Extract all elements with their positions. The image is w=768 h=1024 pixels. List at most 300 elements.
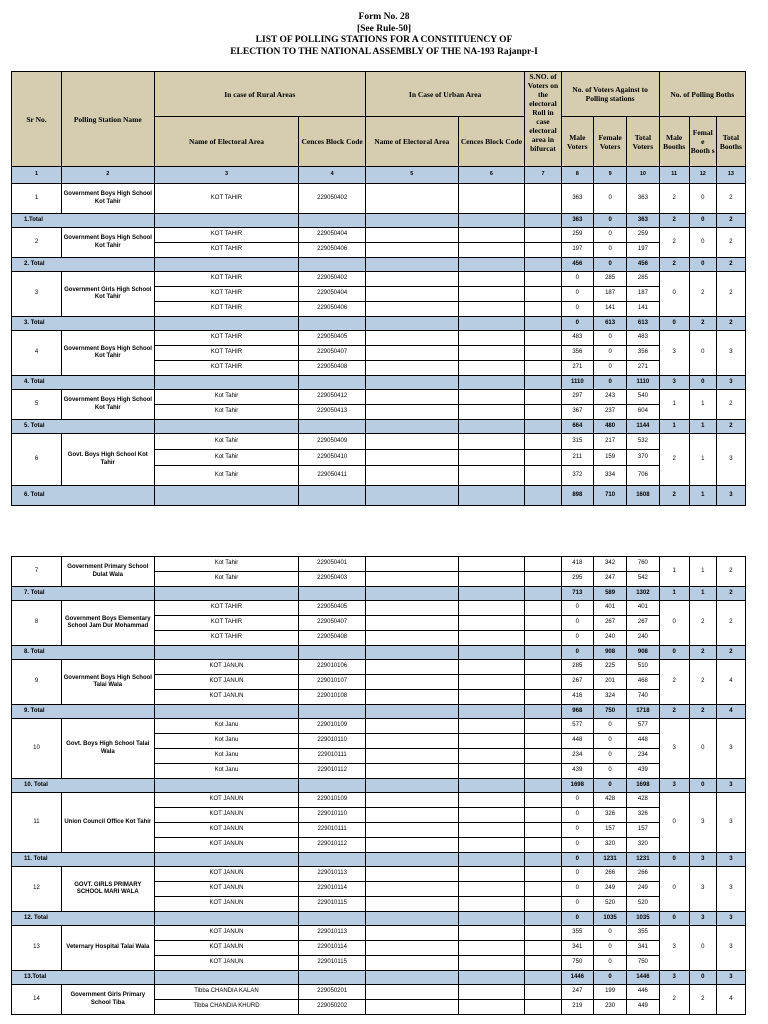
female-voters-cell: 334: [593, 466, 626, 486]
total-voters-cell: 355: [627, 926, 659, 941]
rural-area-name-cell: KOT TAHIR: [154, 361, 299, 376]
col-polling-station-name: Polling Station Name: [61, 72, 154, 167]
col-urban-area-name: Name of Electoral Area: [365, 117, 458, 167]
total-empty-cell: [154, 971, 299, 985]
total-empty-cell: [458, 486, 525, 506]
total-empty-cell: [525, 486, 561, 506]
total-empty-cell: [525, 258, 561, 272]
sno-electoral-roll-cell: [525, 838, 561, 853]
female-voters-cell: 237: [593, 405, 626, 420]
male-voters-cell: 271: [561, 361, 593, 376]
rural-block-code-cell: 229010115: [299, 956, 366, 971]
urban-block-code-cell: [458, 1000, 525, 1015]
total-booths-cell: 3: [716, 853, 745, 867]
female-voters-cell: 247: [593, 572, 626, 587]
total-empty-cell: [365, 486, 458, 506]
female-voters-cell: 342: [593, 557, 626, 572]
urban-block-code-cell: [458, 601, 525, 616]
total-booths-cell: 3: [716, 779, 745, 793]
rural-block-code-cell: 229010111: [299, 749, 366, 764]
female-booths-cell: 0: [689, 719, 716, 779]
urban-area-name-cell: [365, 434, 458, 450]
total-voters-cell: 483: [627, 331, 659, 346]
polling-station-name-cell: Government Boys High School Kot Tahir: [61, 331, 154, 376]
male-voters-cell: 0: [561, 272, 593, 287]
rural-block-code-cell: 229010108: [299, 690, 366, 705]
col-male-voters: Male Voters: [561, 117, 593, 167]
male-voters-cell: 297: [561, 390, 593, 405]
female-voters-cell: 0: [593, 734, 626, 749]
total-empty-cell: [458, 420, 525, 434]
female-booths-cell: 1: [689, 390, 716, 420]
total-empty-cell: [458, 258, 525, 272]
column-index-cell: 8: [561, 167, 593, 184]
total-empty-cell: [365, 214, 458, 228]
total-empty-cell: [365, 587, 458, 601]
column-index-cell: 2: [61, 167, 154, 184]
total-voters-cell: 760: [627, 557, 659, 572]
total-empty-cell: [458, 587, 525, 601]
polling-station-name-cell: Government Boys High School Kot Tahir: [61, 184, 154, 214]
urban-block-code-cell: [458, 926, 525, 941]
male-voters-cell: 0: [561, 867, 593, 882]
total-empty-cell: [154, 705, 299, 719]
sno-electoral-roll-cell: [525, 405, 561, 420]
sno-electoral-roll-cell: [525, 793, 561, 808]
rural-area-name-cell: KOT TAHIR: [154, 346, 299, 361]
urban-area-name-cell: [365, 346, 458, 361]
polling-station-name-cell: Government Girls Primary School Tiba: [61, 985, 154, 1015]
male-voters-cell: 259: [561, 228, 593, 243]
total-voters-cell: 249: [627, 882, 659, 897]
column-index-cell: 1: [12, 167, 62, 184]
sno-electoral-roll-cell: [525, 734, 561, 749]
total-female-voters-cell: 0: [593, 214, 626, 228]
polling-station-name-cell: GOVT. GIRLS PRIMARY SCHOOL MARI WALA: [61, 867, 154, 912]
female-voters-cell: 0: [593, 228, 626, 243]
total-male-voters-cell: 968: [561, 705, 593, 719]
total-label-cell: 8. Total: [12, 646, 155, 660]
female-booths-cell: 0: [689, 331, 716, 376]
total-row: [12, 779, 746, 793]
urban-block-code-cell: [458, 631, 525, 646]
column-index-cell: 3: [154, 167, 299, 184]
male-voters-cell: 341: [561, 941, 593, 956]
total-voters-cell: 326: [627, 808, 659, 823]
total-voters-cell: 510: [627, 660, 659, 675]
sno-electoral-roll-cell: [525, 601, 561, 616]
urban-area-name-cell: [365, 287, 458, 302]
col-female-voters: Female Voters: [593, 117, 626, 167]
rural-area-name-cell: KOT JANUN: [154, 838, 299, 853]
table-row: [12, 660, 746, 675]
female-voters-cell: 0: [593, 331, 626, 346]
female-voters-cell: 520: [593, 897, 626, 912]
rural-area-name-cell: Kot Janu: [154, 749, 299, 764]
urban-block-code-cell: [458, 690, 525, 705]
total-male-voters-cell: 664: [561, 420, 593, 434]
urban-block-code-cell: [458, 572, 525, 587]
female-booths-cell: 3: [689, 793, 716, 853]
total-empty-cell: [458, 705, 525, 719]
table-row: [12, 926, 746, 941]
female-voters-cell: 428: [593, 793, 626, 808]
total-voters-cell: 1231: [627, 853, 659, 867]
total-female-voters-cell: 0: [593, 258, 626, 272]
male-voters-cell: 197: [561, 243, 593, 258]
total-male-booths-cell: 0: [659, 317, 689, 331]
total-label-cell: 7. Total: [12, 587, 155, 601]
male-voters-cell: 750: [561, 956, 593, 971]
rural-area-name-cell: KOT JANUN: [154, 690, 299, 705]
female-voters-cell: 217: [593, 434, 626, 450]
male-voters-cell: 0: [561, 897, 593, 912]
urban-area-name-cell: [365, 675, 458, 690]
urban-block-code-cell: [458, 956, 525, 971]
total-voters-cell: 1144: [627, 420, 659, 434]
total-voters-cell: 1718: [627, 705, 659, 719]
urban-area-name-cell: [365, 749, 458, 764]
total-voters-cell: 267: [627, 616, 659, 631]
column-index-cell: 13: [716, 167, 745, 184]
urban-area-name-cell: [365, 985, 458, 1000]
sno-electoral-roll-cell: [525, 272, 561, 287]
total-voters-cell: 266: [627, 867, 659, 882]
rural-block-code-cell: 229010114: [299, 882, 366, 897]
female-voters-cell: 326: [593, 808, 626, 823]
rural-area-name-cell: Kot Tahir: [154, 434, 299, 450]
female-voters-cell: 401: [593, 601, 626, 616]
total-empty-cell: [525, 705, 561, 719]
rural-area-name-cell: KOT JANUN: [154, 897, 299, 912]
total-male-booths-cell: 0: [659, 853, 689, 867]
polling-stations-table-part-2: [11, 556, 746, 1015]
urban-block-code-cell: [458, 287, 525, 302]
total-row: [12, 587, 746, 601]
female-booths-cell: 2: [689, 660, 716, 705]
total-female-voters-cell: 750: [593, 705, 626, 719]
rural-area-name-cell: Kot Tahir: [154, 557, 299, 572]
rural-block-code-cell: 229010113: [299, 926, 366, 941]
total-female-voters-cell: 0: [593, 779, 626, 793]
sr-no-cell: 8: [12, 601, 62, 646]
total-empty-cell: [458, 317, 525, 331]
female-voters-cell: 267: [593, 616, 626, 631]
urban-block-code-cell: [458, 405, 525, 420]
total-empty-cell: [525, 317, 561, 331]
urban-area-name-cell: [365, 361, 458, 376]
rural-block-code-cell: 229050407: [299, 616, 366, 631]
sno-electoral-roll-cell: [525, 228, 561, 243]
urban-block-code-cell: [458, 734, 525, 749]
urban-area-name-cell: [365, 302, 458, 317]
male-voters-cell: 295: [561, 572, 593, 587]
total-empty-cell: [299, 779, 366, 793]
sno-electoral-roll-cell: [525, 302, 561, 317]
total-voters-cell: 1035: [627, 912, 659, 926]
total-label-cell: 4. Total: [12, 376, 155, 390]
total-booths-cell: 4: [716, 705, 745, 719]
total-voters-cell: 240: [627, 631, 659, 646]
urban-area-name-cell: [365, 941, 458, 956]
rural-area-name-cell: KOT JANUN: [154, 867, 299, 882]
total-booths-cell: 2: [716, 228, 745, 258]
male-voters-cell: 0: [561, 302, 593, 317]
total-female-booths-cell: 0: [689, 258, 716, 272]
rural-block-code-cell: 229050409: [299, 434, 366, 450]
sr-no-cell: 4: [12, 331, 62, 376]
male-booths-cell: 0: [659, 793, 689, 853]
urban-area-name-cell: [365, 719, 458, 734]
total-empty-cell: [299, 971, 366, 985]
total-female-booths-cell: 2: [689, 646, 716, 660]
male-voters-cell: 211: [561, 450, 593, 466]
total-voters-cell: 446: [627, 985, 659, 1000]
sno-electoral-roll-cell: [525, 675, 561, 690]
total-booths-cell: 3: [716, 912, 745, 926]
total-male-booths-cell: 1: [659, 420, 689, 434]
urban-block-code-cell: [458, 557, 525, 572]
total-empty-cell: [365, 258, 458, 272]
female-voters-cell: 0: [593, 243, 626, 258]
sno-electoral-roll-cell: [525, 572, 561, 587]
polling-station-name-cell: Government Boys High School Talai Wala: [61, 660, 154, 705]
urban-area-name-cell: [365, 331, 458, 346]
male-booths-cell: 0: [659, 601, 689, 646]
female-booths-cell: 1: [689, 557, 716, 587]
total-male-voters-cell: 1698: [561, 779, 593, 793]
urban-block-code-cell: [458, 867, 525, 882]
total-booths-cell: 2: [716, 214, 745, 228]
col-rural-area-name: Name of Electoral Area: [154, 117, 299, 167]
total-row: [12, 317, 746, 331]
total-female-booths-cell: 0: [689, 779, 716, 793]
male-booths-cell: 0: [659, 867, 689, 912]
polling-station-name-cell: Union Council Office Kot Tahir: [61, 793, 154, 853]
total-booths-cell: 3: [716, 971, 745, 985]
sno-electoral-roll-cell: [525, 616, 561, 631]
female-voters-cell: 0: [593, 764, 626, 779]
total-empty-cell: [458, 853, 525, 867]
total-empty-cell: [299, 258, 366, 272]
total-female-voters-cell: 589: [593, 587, 626, 601]
form-header: [0, 12, 768, 58]
sno-electoral-roll-cell: [525, 808, 561, 823]
male-voters-cell: 0: [561, 808, 593, 823]
total-voters-cell: 1698: [627, 779, 659, 793]
urban-block-code-cell: [458, 228, 525, 243]
male-booths-cell: 3: [659, 719, 689, 779]
urban-area-name-cell: [365, 557, 458, 572]
total-row: [12, 646, 746, 660]
document-title-line-1: LIST OF POLLING STATIONS FOR A CONSTITUENCY OF: [255, 35, 513, 45]
total-row: [12, 420, 746, 434]
table-row: [12, 184, 746, 214]
total-row: [12, 912, 746, 926]
total-empty-cell: [154, 587, 299, 601]
urban-area-name-cell: [365, 690, 458, 705]
total-voters-cell: 370: [627, 450, 659, 466]
rural-block-code-cell: 229010109: [299, 793, 366, 808]
sno-electoral-roll-cell: [525, 956, 561, 971]
polling-stations-table-part-1: [11, 71, 746, 506]
total-empty-cell: [299, 486, 366, 506]
polling-station-name-cell: Government Boys High School Kot Tahir: [61, 390, 154, 420]
total-empty-cell: [365, 912, 458, 926]
rural-block-code-cell: 229050202: [299, 1000, 366, 1015]
total-female-booths-cell: 0: [689, 971, 716, 985]
rule-reference: [See Rule-50]: [356, 23, 412, 34]
urban-area-name-cell: [365, 272, 458, 287]
total-empty-cell: [154, 853, 299, 867]
sr-no-cell: 2: [12, 228, 62, 258]
total-row: [12, 705, 746, 719]
total-empty-cell: [365, 853, 458, 867]
urban-area-name-cell: [365, 450, 458, 466]
female-voters-cell: 0: [593, 361, 626, 376]
male-voters-cell: 0: [561, 823, 593, 838]
total-voters-cell: 187: [627, 287, 659, 302]
female-voters-cell: 199: [593, 985, 626, 1000]
rural-block-code-cell: 229050402: [299, 184, 366, 214]
urban-block-code-cell: [458, 302, 525, 317]
total-empty-cell: [458, 779, 525, 793]
table-row: [12, 719, 746, 734]
total-row: [12, 971, 746, 985]
male-voters-cell: 234: [561, 749, 593, 764]
female-voters-cell: 0: [593, 749, 626, 764]
total-voters-cell: 540: [627, 390, 659, 405]
total-empty-cell: [154, 486, 299, 506]
total-booths-cell: 4: [716, 985, 745, 1015]
total-row: [12, 258, 746, 272]
total-booths-cell: 2: [716, 420, 745, 434]
rural-area-name-cell: Kot Tahir: [154, 466, 299, 486]
column-index-cell: 6: [458, 167, 525, 184]
female-voters-cell: 285: [593, 272, 626, 287]
total-empty-cell: [154, 779, 299, 793]
male-booths-cell: 2: [659, 660, 689, 705]
sno-electoral-roll-cell: [525, 557, 561, 572]
urban-area-name-cell: [365, 823, 458, 838]
total-voters-cell: 157: [627, 823, 659, 838]
total-female-voters-cell: 710: [593, 486, 626, 506]
total-empty-cell: [154, 258, 299, 272]
total-empty-cell: [299, 214, 366, 228]
total-row: [12, 486, 746, 506]
male-voters-cell: 0: [561, 287, 593, 302]
male-booths-cell: 3: [659, 926, 689, 971]
male-voters-cell: 577: [561, 719, 593, 734]
sno-electoral-roll-cell: [525, 184, 561, 214]
total-male-voters-cell: 0: [561, 646, 593, 660]
urban-block-code-cell: [458, 764, 525, 779]
table-row: [12, 434, 746, 450]
total-male-booths-cell: 0: [659, 912, 689, 926]
total-booths-cell: 3: [716, 376, 745, 390]
total-empty-cell: [299, 705, 366, 719]
sr-no-cell: 12: [12, 867, 62, 912]
rural-block-code-cell: 229050407: [299, 346, 366, 361]
urban-area-name-cell: [365, 793, 458, 808]
rural-block-code-cell: 229050413: [299, 405, 366, 420]
male-booths-cell: 0: [659, 272, 689, 317]
total-booths-cell: 3: [716, 434, 745, 486]
rural-area-name-cell: KOT TAHIR: [154, 287, 299, 302]
total-empty-cell: [365, 779, 458, 793]
form-number: Form No. 28: [358, 12, 410, 22]
rural-area-name-cell: KOT JANUN: [154, 675, 299, 690]
total-female-voters-cell: 480: [593, 420, 626, 434]
male-voters-cell: 363: [561, 184, 593, 214]
col-group-voters: No. of Voters Against to Polling stations: [561, 72, 659, 117]
total-male-booths-cell: 2: [659, 486, 689, 506]
total-empty-cell: [154, 376, 299, 390]
urban-block-code-cell: [458, 450, 525, 466]
total-male-booths-cell: 3: [659, 779, 689, 793]
total-male-booths-cell: 2: [659, 258, 689, 272]
col-total-booths: Total Booths: [716, 117, 745, 167]
total-male-voters-cell: 0: [561, 317, 593, 331]
rural-area-name-cell: KOT JANUN: [154, 882, 299, 897]
rural-block-code-cell: 229010112: [299, 838, 366, 853]
rural-area-name-cell: KOT TAHIR: [154, 228, 299, 243]
sno-electoral-roll-cell: [525, 361, 561, 376]
total-row: [12, 376, 746, 390]
female-voters-cell: 320: [593, 838, 626, 853]
urban-block-code-cell: [458, 675, 525, 690]
col-group-rural: In case of Rural Areas: [154, 72, 365, 117]
sr-no-cell: 6: [12, 434, 62, 486]
polling-station-name-cell: Govt. Boys High School Talai Wala: [61, 719, 154, 779]
female-voters-cell: 157: [593, 823, 626, 838]
sno-electoral-roll-cell: [525, 390, 561, 405]
female-voters-cell: 230: [593, 1000, 626, 1015]
urban-area-name-cell: [365, 926, 458, 941]
total-male-voters-cell: 0: [561, 853, 593, 867]
urban-block-code-cell: [458, 719, 525, 734]
rural-area-name-cell: KOT TAHIR: [154, 616, 299, 631]
col-female-booths: Femal e Booth s: [689, 117, 716, 167]
female-voters-cell: 201: [593, 675, 626, 690]
rural-block-code-cell: 229050410: [299, 450, 366, 466]
urban-area-name-cell: [365, 631, 458, 646]
rural-block-code-cell: 229050404: [299, 287, 366, 302]
male-voters-cell: 416: [561, 690, 593, 705]
total-voters-cell: 604: [627, 405, 659, 420]
total-voters-cell: 448: [627, 734, 659, 749]
sno-electoral-roll-cell: [525, 434, 561, 450]
male-booths-cell: 2: [659, 228, 689, 258]
total-female-voters-cell: 0: [593, 971, 626, 985]
rural-area-name-cell: KOT JANUN: [154, 660, 299, 675]
urban-area-name-cell: [365, 572, 458, 587]
sno-electoral-roll-cell: [525, 764, 561, 779]
sno-electoral-roll-cell: [525, 690, 561, 705]
rural-block-code-cell: 229050404: [299, 228, 366, 243]
rural-area-name-cell: Kot Tahir: [154, 572, 299, 587]
male-voters-cell: 355: [561, 926, 593, 941]
urban-block-code-cell: [458, 184, 525, 214]
column-index-cell: 4: [299, 167, 366, 184]
total-booths-cell: 2: [716, 587, 745, 601]
total-empty-cell: [365, 646, 458, 660]
total-voters-cell: 908: [627, 646, 659, 660]
total-empty-cell: [525, 587, 561, 601]
total-female-booths-cell: 2: [689, 317, 716, 331]
column-index-cell: 11: [659, 167, 689, 184]
sno-electoral-roll-cell: [525, 897, 561, 912]
